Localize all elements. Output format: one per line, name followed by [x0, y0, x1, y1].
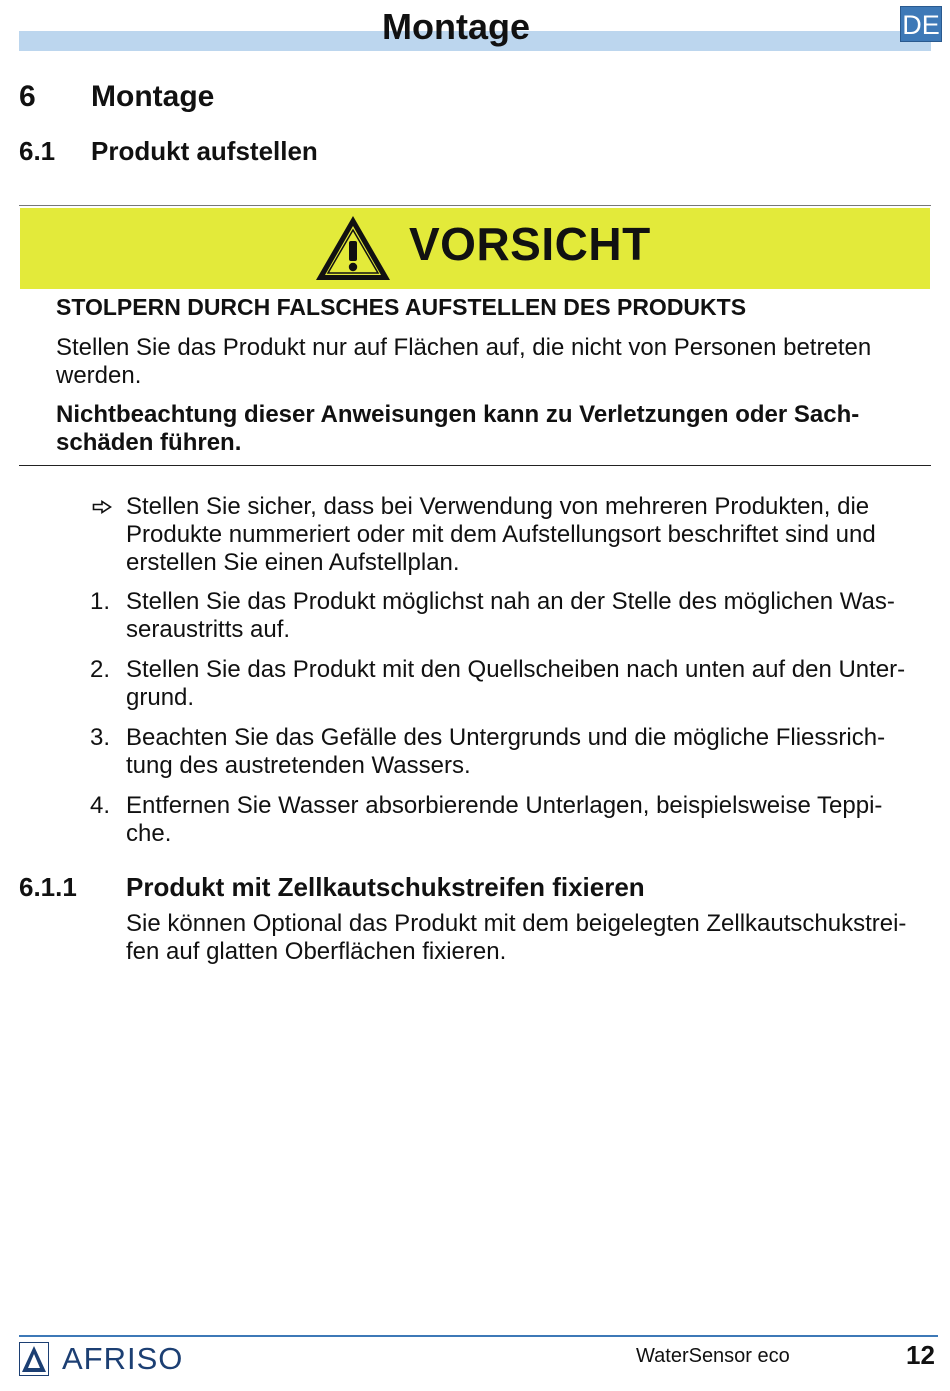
- language-badge: DE: [900, 6, 942, 42]
- subsection-title: Produkt aufstellen: [91, 136, 318, 166]
- step-line: Entfernen Sie Wasser absorbierende Unterlagen, beispielsweise Teppi-: [126, 792, 883, 819]
- footer-rule: [19, 1335, 938, 1337]
- step-number: 3.: [90, 724, 111, 751]
- step-text: [126, 724, 932, 780]
- caution-instruction: [56, 334, 916, 390]
- page-header-title: Montage: [382, 6, 530, 47]
- footer-product-name: WaterSensor eco: [636, 1345, 790, 1367]
- step-text: [126, 656, 932, 712]
- step-text: [126, 588, 932, 644]
- step-number: 2.: [90, 656, 111, 683]
- subsubsection-number: 6.1.1: [19, 872, 77, 902]
- caution-title: VORSICHT: [409, 218, 651, 270]
- step-line: Beachten Sie das Gefälle des Untergrunds und die mögliche Fliessrich-: [126, 724, 886, 751]
- step-number: 1.: [90, 588, 111, 615]
- caution-instruction-line: Stellen Sie das Produkt nur auf Flächen auf, die nicht von Personen betreten: [56, 334, 872, 361]
- prerequisite-text: [126, 493, 932, 577]
- subsubsection-paragraph: [126, 910, 932, 966]
- step-number: 4.: [90, 792, 111, 819]
- caution-bottom-rule: [19, 465, 931, 466]
- step-line: grund.: [126, 684, 195, 711]
- arrow-right-outline-icon: [92, 500, 112, 514]
- prerequisite-line: Stellen Sie sicher, dass bei Verwendung von mehreren Produkten, die: [126, 493, 870, 520]
- subsection-number: 6.1: [19, 136, 56, 166]
- subsubsection-title: Produkt mit Zellkautschukstreifen fixieren: [126, 872, 645, 902]
- prerequisite-line: Produkte nummeriert oder mit dem Aufstellungsort beschriftet sind und: [126, 521, 876, 548]
- step-line: Stellen Sie das Produkt mit den Quellscheiben nach unten auf den Unter-: [126, 656, 906, 683]
- caution-top-rule: [19, 205, 931, 206]
- step-line: Stellen Sie das Produkt möglichst nah an der Stelle des möglichen Was-: [126, 588, 895, 615]
- step-line: tung des austretenden Wassers.: [126, 752, 471, 779]
- step-text: [126, 792, 932, 848]
- section-number: 6: [19, 80, 36, 113]
- page-number: 12: [906, 1340, 935, 1370]
- caution-instruction-line: werden.: [56, 362, 142, 389]
- footer-brand: AFRISO: [62, 1341, 184, 1376]
- section-title: Montage: [91, 80, 215, 113]
- caution-consequence-line: Nichtbeachtung dieser Anweisungen kann zu Verletzungen oder Sach-: [56, 401, 860, 428]
- step-line: che.: [126, 820, 172, 847]
- warning-triangle-icon: [313, 213, 393, 283]
- caution-hazard-heading: STOLPERN DURCH FALSCHES AUFSTELLEN DES PRODUKTS: [56, 294, 747, 320]
- paragraph-line: fen auf glatten Oberflächen fixieren.: [126, 938, 507, 965]
- caution-consequence-line: schäden führen.: [56, 429, 242, 456]
- afriso-triangle-logo-icon: [19, 1342, 49, 1376]
- paragraph-line: Sie können Optional das Produkt mit dem beigelegten Zellkautschukstrei-: [126, 910, 907, 937]
- caution-consequence: [56, 401, 916, 457]
- step-line: seraustritts auf.: [126, 616, 291, 643]
- prerequisite-line: erstellen Sie einen Aufstellplan.: [126, 549, 460, 576]
